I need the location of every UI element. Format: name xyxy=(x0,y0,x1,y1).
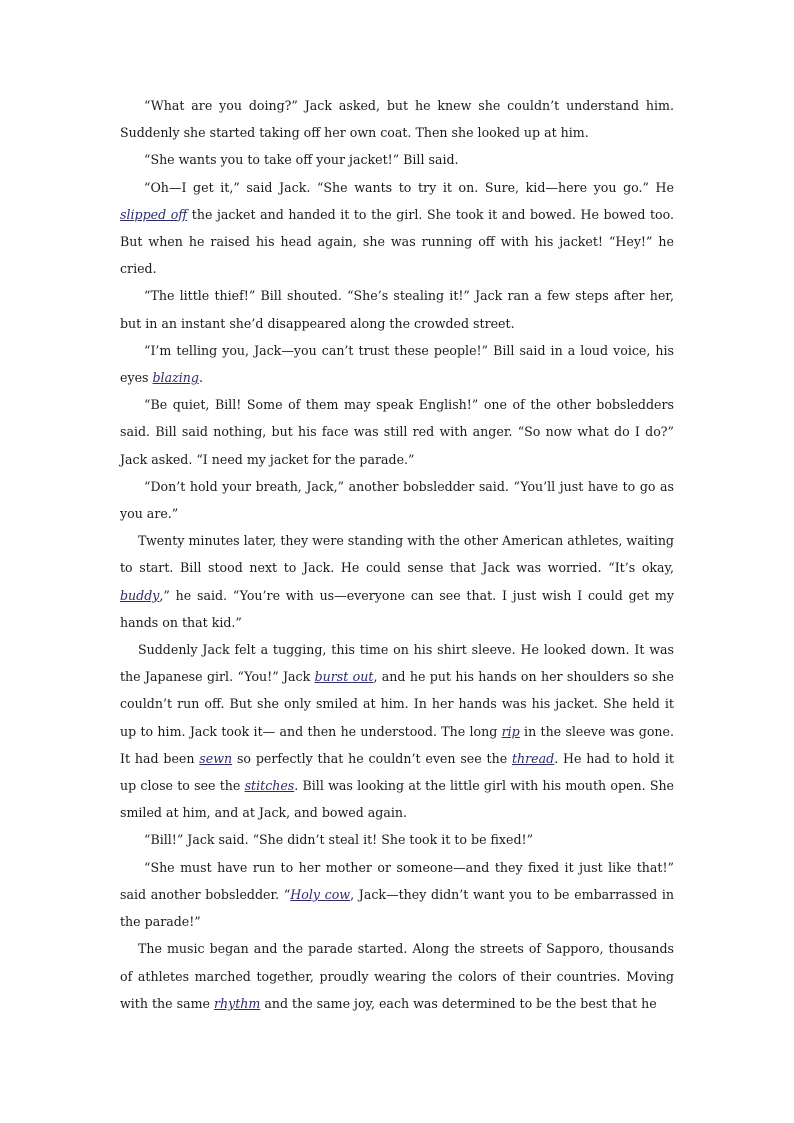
vocabulary-term: thread xyxy=(511,750,555,766)
text-segment: “Bill!” Jack said. “She didn’t steal it! She took it to be fixed!” xyxy=(144,832,534,848)
text-segment: in the sleeve was gone. It had been xyxy=(120,723,674,766)
vocabulary-term: sewn xyxy=(199,750,233,766)
text-segment: , Jack—they didn’t want you to be embarrassed in the parade!” xyxy=(120,886,674,930)
paragraph xyxy=(120,473,674,527)
text-segment: “Don’t hold your breath, Jack,” another bobsledder said. “You’ll just have to go as you are.” xyxy=(120,478,674,522)
text-segment: the jacket and handed it to the girl. She took it and bowed. He bowed too. But when he raised his head again, she was running off with his jacket! “Hey!” he cried. xyxy=(120,206,674,277)
text-segment: . Bill was looking at the little girl with his mouth open. She smiled at him, and at Jack, and bowed again. xyxy=(120,778,675,821)
text-segment: . He had to hold it up close to see the xyxy=(120,750,674,794)
text-segment: , and he put his hands on her shoulders so she couldn’t run off. But she only smiled at him. In her hands was his jacket. She held it up to him. Jack took it— and then he understood. The long xyxy=(120,669,674,739)
vocabulary-term: buddy xyxy=(120,587,160,603)
vocabulary-term: Holy cow xyxy=(290,886,351,902)
text-segment: “I’m telling you, Jack—you can’t trust these people!” Bill said in a loud voice, his eyes xyxy=(120,342,674,386)
paragraph xyxy=(120,391,674,473)
text-segment: “She wants you to take off your jacket!” Bill said. xyxy=(144,152,459,168)
paragraph xyxy=(120,854,674,936)
text-segment: “What are you doing?” Jack asked, but he knew she couldn’t understand him. Suddenly she started taking off her own coat. Then she looked up at him. xyxy=(120,98,674,141)
text-segment: ,” he said. “You’re with us—everyone can see that. I just wish I could get my hands on that kid.” xyxy=(120,587,674,630)
vocabulary-term: stitches xyxy=(244,778,295,794)
text-segment: so perfectly that he couldn’t even see the xyxy=(232,750,512,766)
text-segment: The music began and the parade started. Along the streets of Sapporo, thousands of athletes marched together, proudly wearing the colors of their countries. Moving with the same xyxy=(120,941,674,1011)
text-segment: Twenty minutes later, they were standing with the other American athletes, waiting to start. Bill stood next to Jack. He could sense that Jack was worried. “It’s okay, xyxy=(120,533,674,576)
paragraph xyxy=(120,282,674,336)
paragraph xyxy=(120,92,674,146)
vocabulary-term: burst out xyxy=(314,669,374,685)
text-segment: “Be quiet, Bill! Some of them may speak English!” one of the other bobsledders said. Bill said nothing, but his face was still red with anger. “So now what do I do?” Jack asked. “I need my jacket for the parade.” xyxy=(120,397,674,467)
vocabulary-term: rip xyxy=(501,723,520,739)
text-segment: “The little thief!” Bill shouted. “She’s stealing it!” Jack ran a few steps after her, but in an instant she’d disappeared along the crowded street. xyxy=(120,288,674,331)
paragraph xyxy=(120,337,674,391)
paragraph xyxy=(120,527,674,636)
vocabulary-term: slipped off xyxy=(120,206,188,222)
paragraph xyxy=(120,826,674,853)
text-segment: Suddenly Jack felt a tugging, this time on his shirt sleeve. He looked down. It was the Japanese girl. “You!” Jack xyxy=(120,642,674,685)
document-page xyxy=(120,92,674,1017)
paragraph xyxy=(120,174,674,283)
text-segment: “She must have run to her mother or someone—and they fixed it just like that!” said another bobsledder. “ xyxy=(120,859,674,902)
text-segment: . xyxy=(198,370,203,386)
text-segment: “Oh—I get it,” said Jack. “She wants to try it on. Sure, kid—here you go.” He xyxy=(144,179,674,195)
text-segment: and the same joy, each was determined to be the best that he xyxy=(260,995,657,1011)
vocabulary-term: blazing xyxy=(152,370,199,386)
paragraph xyxy=(120,636,674,826)
paragraph xyxy=(120,146,674,173)
paragraph xyxy=(120,935,674,1017)
vocabulary-term: rhythm xyxy=(213,995,261,1011)
